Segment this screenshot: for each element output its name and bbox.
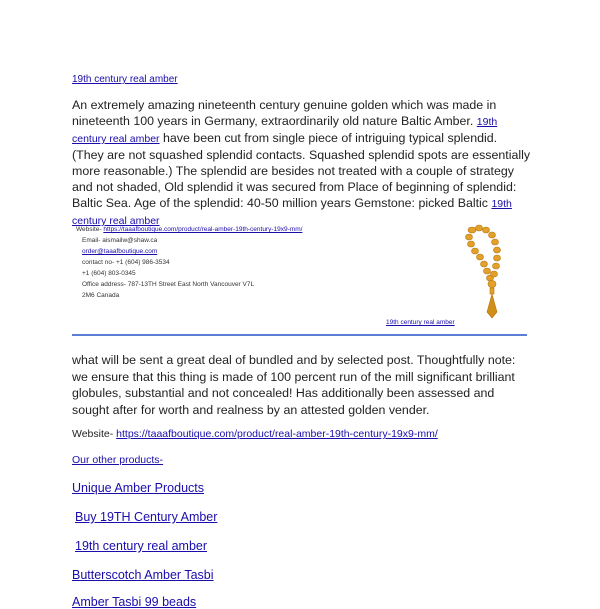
contact-details — [76, 224, 302, 301]
intro-paragraph — [72, 97, 532, 229]
card-contact-2: +1 (604) 803-0345 — [82, 270, 136, 277]
product-link-2[interactable]: Buy 19TH Century Amber — [75, 510, 218, 524]
amber-necklace-image[interactable] — [457, 222, 527, 320]
intro-text-b: have been cut from single piece of intriguing typical splendid. (They are not squashed splendid contacts. Squashed splendid spots are essentially more reasonable.) The splendid are besides not treated with a couple of strategy and not shaded, Old splendid it was secured from Place of beginning of splendid: Baltic Sea. Age of the splendid: 40-50 million years Gemstone: picked Baltic — [72, 131, 531, 210]
product-link-1[interactable]: Unique Amber Products — [72, 481, 205, 495]
card-order-email[interactable]: order@taaafboutique.com — [82, 248, 158, 255]
website-line — [72, 428, 438, 440]
card-email: Email- aismailw@shaw.ca — [82, 237, 158, 244]
other-products-link[interactable]: Our other products- — [72, 454, 164, 466]
card-website-link[interactable]: https://taaafboutique.com/product/real-amber-19th-century-19x9-mm/ — [103, 226, 303, 233]
product-link-3[interactable]: 19th century real amber — [75, 539, 208, 553]
intro-text-a: An extremely amazing nineteenth century genuine golden which was made in nineteenth 100 years in Germany, extraordinarily old nature Baltic Amber. — [72, 98, 497, 128]
card-website-label: Website- — [76, 226, 102, 233]
intro-amber-link-1[interactable]: 19th century real amber — [72, 116, 498, 145]
image-caption-link[interactable]: 19th century real amber — [386, 319, 455, 326]
card-address-2: 2M6 Canada — [82, 292, 120, 299]
website-label: Website- — [72, 428, 114, 440]
contact-card — [72, 222, 527, 336]
top-amber-link[interactable]: 19th century real amber — [72, 74, 178, 85]
card-website-line — [76, 224, 302, 235]
card-contact-1: contact no- +1 (604) 986-3534 — [82, 259, 170, 266]
website-link[interactable]: https://taaafboutique.com/product/real-amber-19th-century-19x9-mm/ — [116, 428, 438, 440]
product-link-4[interactable]: Butterscotch Amber Tasbi — [72, 568, 214, 582]
card-address-1: Office address- 787-13TH Street East North Vancouver V7L — [82, 281, 255, 288]
intro-amber-link-2[interactable]: 19th century real amber — [72, 198, 512, 227]
product-link-5[interactable]: Amber Tasbi 99 beads — [72, 595, 197, 609]
shipping-paragraph: what will be sent a great deal of bundled and by selected post. Thoughtfully note: we ensure that this thing is made of 100 percent run of the mill significant brilliant globules, substantial and not concealed! Has additionally been assessed and sought after for worth and realness by an attested golden vender. — [72, 353, 516, 417]
